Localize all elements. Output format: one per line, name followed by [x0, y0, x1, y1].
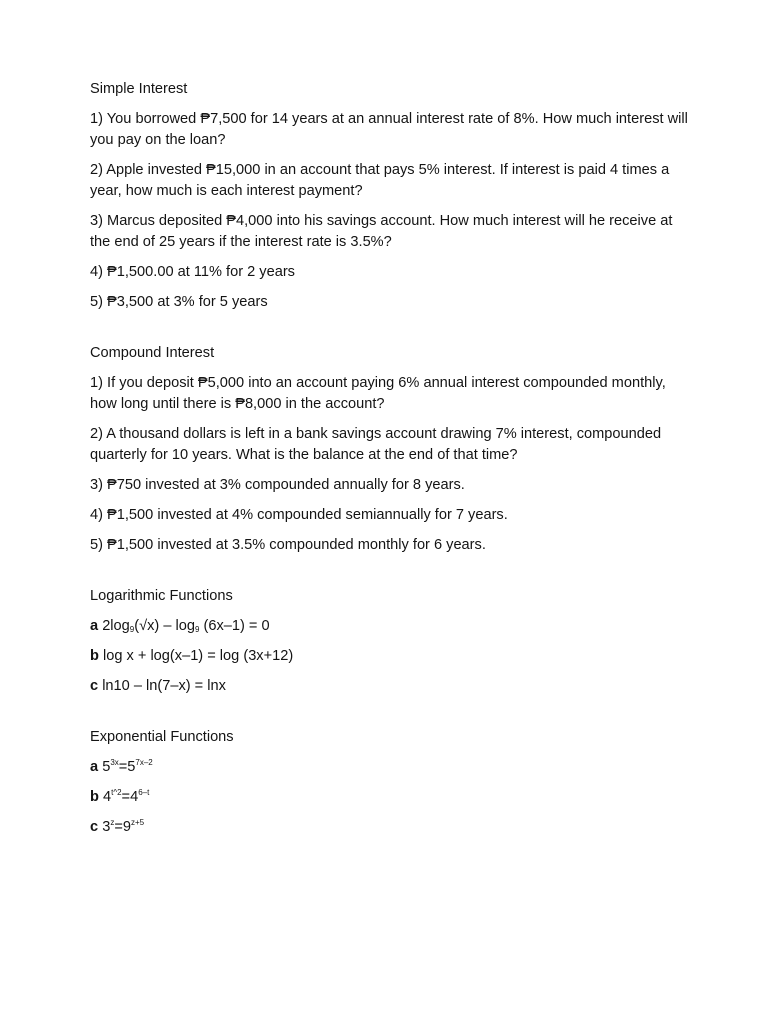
compound-interest-problem-4: 4) ₱1,500 invested at 4% compounded semiannually for 7 years. — [90, 507, 508, 523]
simple-interest-heading: Simple Interest — [90, 81, 188, 97]
compound-interest-heading: Compound Interest — [90, 345, 215, 361]
exp-equation-b — [90, 787, 690, 808]
log-a-arg1: (√x) – log — [134, 618, 195, 634]
item-label: b — [90, 648, 99, 664]
compound-interest-problem-1: 1) If you deposit ₱5,000 into an account paying 6% annual interest compounded monthly, how long until there is ₱8,000 in the account? — [90, 375, 666, 412]
exp-a-exp1: 3x — [110, 758, 119, 767]
log-equation-b — [90, 646, 690, 667]
log-a-coef: 2log — [102, 618, 130, 634]
exp-b-base1: 4 — [102, 789, 112, 805]
simple-interest-problem-2: 2) Apple invested ₱15,000 in an account that pays 5% interest. If interest is paid 4 times a year, how much is each interest payment? — [90, 162, 670, 199]
log-a-base1: 9 — [129, 625, 135, 634]
compound-interest-problem-2: 2) A thousand dollars is left in a bank savings account drawing 7% interest, compounded quarterly for 10 years. What is the balance at the end of that time? — [90, 426, 662, 463]
exp-c-base1: 3 — [102, 819, 111, 835]
exp-c-exp2: z+5 — [130, 818, 145, 827]
exp-equation-a — [90, 757, 690, 778]
simple-interest-problem-5: 5) ₱3,500 at 3% for 5 years — [90, 294, 268, 310]
log-equation-a — [90, 616, 690, 637]
exp-b-eq: =4 — [121, 789, 139, 805]
compound-interest-problem-3: 3) ₱750 invested at 3% compounded annually for 8 years. — [90, 477, 465, 493]
logarithmic-functions-heading: Logarithmic Functions — [90, 588, 233, 604]
item-label: c — [90, 678, 99, 694]
section-spacer — [90, 322, 690, 343]
log-a-rest: (6x–1) = 0 — [199, 618, 270, 634]
exponential-functions-heading: Exponential Functions — [90, 729, 234, 745]
simple-interest-problem-4: 4) ₱1,500.00 at 11% for 2 years — [90, 264, 295, 280]
item-label: c — [90, 819, 99, 835]
exp-c-exp1: z — [110, 818, 115, 827]
exp-a-eq: =5 — [118, 759, 136, 775]
log-c-text: ln10 – ln(7–x) = lnx — [102, 678, 226, 694]
compound-interest-problem-5: 5) ₱1,500 invested at 3.5% compounded monthly for 6 years. — [90, 537, 486, 553]
simple-interest-problem-3: 3) Marcus deposited ₱4,000 into his savings account. How much interest will he receive at the end of 25 years if the interest rate is 3.5%? — [90, 213, 673, 250]
log-a-base2: 9 — [194, 625, 200, 634]
log-b-text: log x + log(x–1) = log (3x+12) — [102, 648, 294, 664]
item-label: b — [90, 789, 99, 805]
document-page — [90, 79, 690, 847]
exp-c-eq: =9 — [114, 819, 131, 835]
exp-a-exp2: 7x–2 — [135, 758, 153, 767]
item-label: a — [90, 759, 99, 775]
exp-equation-c — [90, 817, 690, 838]
exp-b-exp1: t^2 — [111, 788, 122, 797]
section-spacer — [90, 706, 690, 727]
exp-b-exp2: 6–t — [138, 788, 150, 797]
simple-interest-problem-1: 1) You borrowed ₱7,500 for 14 years at an annual interest rate of 8%. How much interest will you pay on the loan? — [90, 111, 688, 148]
exp-a-base1: 5 — [102, 759, 111, 775]
section-spacer — [90, 565, 690, 586]
item-label: a — [90, 618, 99, 634]
log-equation-c — [90, 676, 690, 697]
